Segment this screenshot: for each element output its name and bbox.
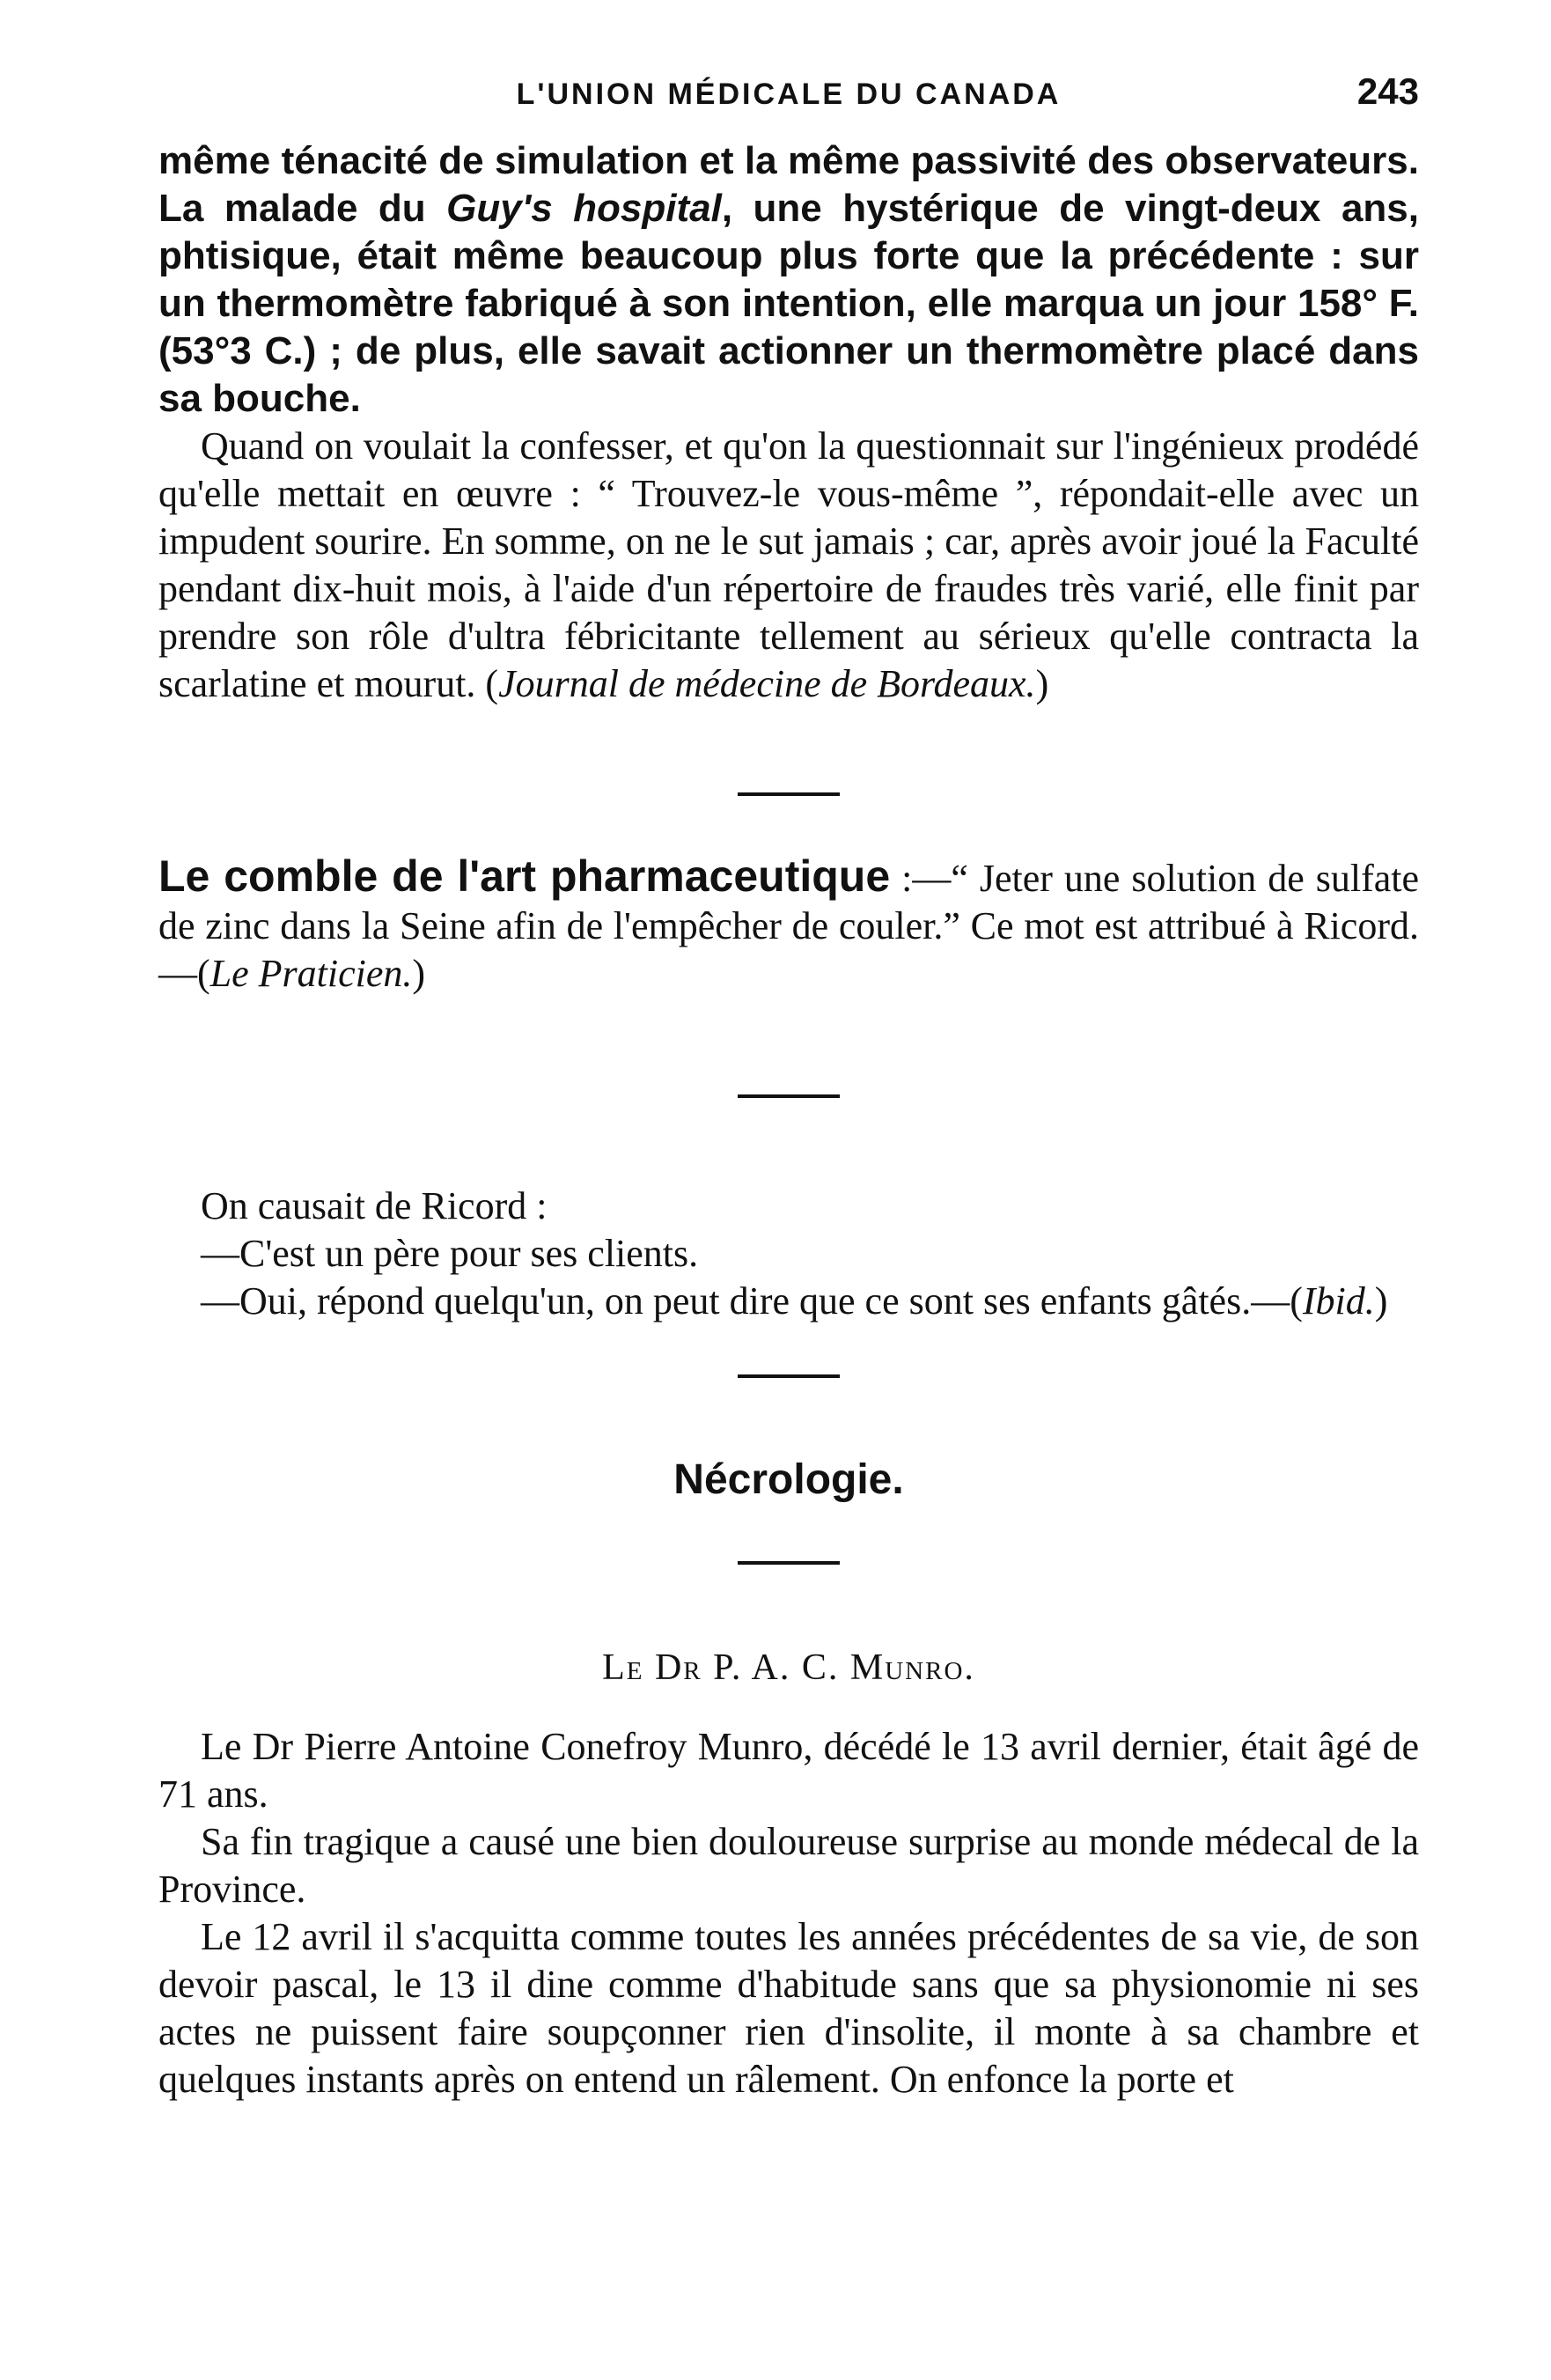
page-number: 243 [1356,70,1419,112]
obituary-heading: Le Dr P. A. C. Munro. [602,1647,975,1688]
text-run: :—“ Jeter une solution de sulfate de zinc dans la Seine afin de l'empêcher de couler.” Ce mot est attribué à Ricord.—( [158,857,1420,995]
section-divider [738,1094,840,1098]
ricord-line-2: —C'est un père pour ses clients. [201,1232,699,1275]
text-run: , une hystérique de vingt-deux ans, phtisique, était même beaucoup plus forte que la précédente : sur un thermomètre fabriqué à son intention, elle marqua un jour 158° F. (53°3 C.) ; de plus, elle savait actionner un thermomètre placé dans sa bouche. [158,187,1419,420]
paragraph-confession [158,423,1419,708]
running-head [158,62,1419,132]
text-run: ) [1035,662,1049,705]
text-run: —Oui, répond quelqu'un, on peut dire que ce sont ses enfants gâtés.—( [201,1279,1303,1323]
obituary-paragraph-1: Le Dr Pierre Antoine Conefroy Munro, décédé le 13 avril dernier, était âgé de 71 ans. [158,1725,1419,1816]
anecdote-pharmaceutique [158,852,1419,998]
text-run: Quand on voulait la confesser, et qu'on la questionnait sur l'ingénieux prodédé qu'elle mettait en œuvre : “ Trouvez-le vous-même ”, répondait-elle avec un impudent sourire. En somme, on ne le sut jamais ; car, après avoir joué la Faculté pendant dix-huit mois, à l'aide d'un répertoire de fraudes très varié, elle finit par prendre son rôle d'ultra fébricitante tellement au sérieux qu'elle contracta la scarlatine et mourut. ( [158,424,1419,705]
obituary-paragraph-2: Sa fin tragique a causé une bien douloureuse surprise au monde médecal de la Province. [158,1820,1419,1911]
running-title: L'UNION MÉDICALE DU CANADA [516,77,1062,111]
text-run: ) [412,952,426,995]
section-divider [738,792,840,796]
ricord-line-3 [158,1278,1419,1325]
italic-citation: Journal de médecine de Bordeaux. [498,662,1036,705]
journal-page [158,62,1419,2104]
italic-run: Guy's hospital [446,187,722,230]
anecdote-title: Le comble de l'art pharmaceutique [158,851,891,901]
ricord-line-1: On causait de Ricord : [201,1184,548,1227]
anecdote-ricord [158,1183,1419,1325]
text-run: ) [1374,1279,1388,1323]
text-run: même ténacité de simulation et la même passivité des observateurs. La malade du [158,139,1419,230]
section-divider [738,1374,840,1378]
italic-citation: Le Praticien. [209,952,413,995]
obituary-paragraph-3: Le 12 avril il s'acquitta comme toutes les années précédentes de sa vie, de son devoir pascal, le 13 il dine comme d'habitude sans que sa physionomie ni ses actes ne puissent faire soupçonner rien d'insolite, il monte à sa chambre et quelques instants après on entend un râlement. On enfonce la porte et [158,1915,1419,2101]
necrologie-title: Nécrologie. [673,1456,904,1503]
paragraph-simulation [158,137,1419,423]
paragraph-pharmaceutique [158,852,1419,998]
italic-citation: Ibid. [1302,1279,1375,1323]
simulation-article [158,137,1419,708]
section-divider [738,1561,840,1565]
